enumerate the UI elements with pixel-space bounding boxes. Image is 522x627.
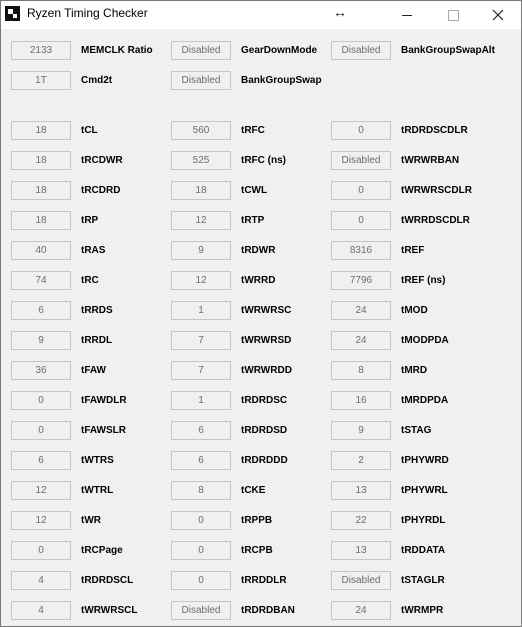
trc-label: tRC <box>81 275 99 286</box>
trppb-label: tRPPB <box>241 515 273 526</box>
tcwl-label: tCWL <box>241 185 268 196</box>
trdwr-label: tRDWR <box>241 245 276 256</box>
trrdl-label: tRRDL <box>81 335 113 346</box>
bankgroupswap-value-field[interactable]: Disabled <box>171 71 231 90</box>
tcke-label: tCKE <box>241 485 266 496</box>
trdrdsd-label: tRDRDSD <box>241 425 288 436</box>
tstag-value-field[interactable]: 9 <box>331 421 391 440</box>
memclk-ratio-value-field[interactable]: 2133 <box>11 41 71 60</box>
tmod-label: tMOD <box>401 305 428 316</box>
tphywrl-label: tPHYWRL <box>401 485 448 496</box>
trdrdscl-value-field[interactable]: 4 <box>11 571 71 590</box>
tcwl-value-field[interactable]: 18 <box>171 181 231 200</box>
twrwrsc-label: tWRWRSC <box>241 305 292 316</box>
tphywrd-label: tPHYWRD <box>401 455 449 466</box>
tfawslr-value-field[interactable]: 0 <box>11 421 71 440</box>
tmod-value-field[interactable]: 24 <box>331 301 391 320</box>
trcpage-value-field[interactable]: 0 <box>11 541 71 560</box>
tmrd-label: tMRD <box>401 365 428 376</box>
trfc-ns-value-field[interactable]: 525 <box>171 151 231 170</box>
trtp-value-field[interactable]: 12 <box>171 211 231 230</box>
trcdwr-value-field[interactable]: 18 <box>11 151 71 170</box>
trdrdban-value-field[interactable]: Disabled <box>171 601 231 620</box>
tref-label: tREF <box>401 245 425 256</box>
tstaglr-value-field[interactable]: Disabled <box>331 571 391 590</box>
twrrd-label: tWRRD <box>241 275 276 286</box>
trcpage-label: tRCPage <box>81 545 123 556</box>
tras-value-field[interactable]: 40 <box>11 241 71 260</box>
trrddlr-value-field[interactable]: 0 <box>171 571 231 590</box>
tcl-label: tCL <box>81 125 98 136</box>
cmd2t-value-field[interactable]: 1T <box>11 71 71 90</box>
trrds-value-field[interactable]: 6 <box>11 301 71 320</box>
trdwr-value-field[interactable]: 9 <box>171 241 231 260</box>
window-title: Ryzen Timing Checker <box>27 6 148 20</box>
trcdrd-value-field[interactable]: 18 <box>11 181 71 200</box>
twr-label: tWR <box>81 515 101 526</box>
minimize-button[interactable] <box>384 1 430 29</box>
trcdrd-label: tRCDRD <box>81 185 121 196</box>
twrrdscdlr-label: tWRRDSCDLR <box>401 215 470 226</box>
twrmpr-value-field[interactable]: 24 <box>331 601 391 620</box>
bankgroupswapalt-value-field[interactable]: Disabled <box>331 41 391 60</box>
tphywrl-value-field[interactable]: 13 <box>331 481 391 500</box>
tphyrdl-value-field[interactable]: 22 <box>331 511 391 530</box>
tref-value-field[interactable]: 8316 <box>331 241 391 260</box>
tphyrdl-label: tPHYRDL <box>401 515 446 526</box>
twrmpr-label: tWRMPR <box>401 605 444 616</box>
trfc-value-field[interactable]: 560 <box>171 121 231 140</box>
geardownmode-label: GearDownMode <box>241 45 318 56</box>
twrwrban-label: tWRWRBAN <box>401 155 460 166</box>
tphywrd-value-field[interactable]: 2 <box>331 451 391 470</box>
trdrdscdlr-value-field[interactable]: 0 <box>331 121 391 140</box>
trddata-label: tRDDATA <box>401 545 446 556</box>
tcke-value-field[interactable]: 8 <box>171 481 231 500</box>
timings-panel <box>1 29 521 626</box>
twrwrdd-value-field[interactable]: 7 <box>171 361 231 380</box>
bankgroupswapalt-label: BankGroupSwapAlt <box>401 45 495 56</box>
trdrdsc-label: tRDRDSC <box>241 395 288 406</box>
tfawdlr-value-field[interactable]: 0 <box>11 391 71 410</box>
twrwrsd-label: tWRWRSD <box>241 335 292 346</box>
twrwrscl-label: tWRWRSCL <box>81 605 138 616</box>
tmodpda-label: tMODPDA <box>401 335 449 346</box>
bankgroupswap-label: BankGroupSwap <box>241 75 322 86</box>
maximize-icon <box>448 10 459 21</box>
geardownmode-value-field[interactable]: Disabled <box>171 41 231 60</box>
trrddlr-label: tRRDDLR <box>241 575 287 586</box>
trrdl-value-field[interactable]: 9 <box>11 331 71 350</box>
close-icon <box>492 9 504 21</box>
twrwrscl-value-field[interactable]: 4 <box>11 601 71 620</box>
trddata-value-field[interactable]: 13 <box>331 541 391 560</box>
tfawslr-label: tFAWSLR <box>81 425 126 436</box>
minimize-icon <box>402 15 412 16</box>
trdrdscl-label: tRDRDSCL <box>81 575 134 586</box>
resize-arrows-icon: ↔ <box>333 4 347 20</box>
maximize-button[interactable] <box>430 1 476 29</box>
trc-value-field[interactable]: 74 <box>11 271 71 290</box>
tstaglr-label: tSTAGLR <box>401 575 445 586</box>
trdrdban-label: tRDRDBAN <box>241 605 295 616</box>
twtrs-label: tWTRS <box>81 455 114 466</box>
trfc-label: tRFC <box>241 125 265 136</box>
tfaw-label: tFAW <box>81 365 106 376</box>
twr-value-field[interactable]: 12 <box>11 511 71 530</box>
twrwrscdlr-value-field[interactable]: 0 <box>331 181 391 200</box>
tmrdpda-label: tMRDPDA <box>401 395 449 406</box>
tfaw-value-field[interactable]: 36 <box>11 361 71 380</box>
tcl-value-field[interactable]: 18 <box>11 121 71 140</box>
twrwrban-value-field[interactable]: Disabled <box>331 151 391 170</box>
tfawdlr-label: tFAWDLR <box>81 395 127 406</box>
title-bar[interactable] <box>1 1 521 29</box>
tmodpda-value-field[interactable]: 24 <box>331 331 391 350</box>
trcdwr-label: tRCDWR <box>81 155 123 166</box>
trdrdsc-value-field[interactable]: 1 <box>171 391 231 410</box>
tmrdpda-value-field[interactable]: 16 <box>331 391 391 410</box>
cmd2t-label: Cmd2t <box>81 75 113 86</box>
twtrs-value-field[interactable]: 6 <box>11 451 71 470</box>
tref-ns-label: tREF (ns) <box>401 275 446 286</box>
twrwrsc-value-field[interactable]: 1 <box>171 301 231 320</box>
trdrddd-label: tRDRDDD <box>241 455 288 466</box>
close-button[interactable] <box>475 1 521 29</box>
tref-ns-value-field[interactable]: 7796 <box>331 271 391 290</box>
trppb-value-field[interactable]: 0 <box>171 511 231 530</box>
trcpb-label: tRCPB <box>241 545 273 556</box>
twrrd-value-field[interactable]: 12 <box>171 271 231 290</box>
tras-label: tRAS <box>81 245 106 256</box>
tmrd-value-field[interactable]: 8 <box>331 361 391 380</box>
trp-label: tRP <box>81 215 99 226</box>
trp-value-field[interactable]: 18 <box>11 211 71 230</box>
twrwrsd-value-field[interactable]: 7 <box>171 331 231 350</box>
memclk-ratio-label: MEMCLK Ratio <box>81 45 153 56</box>
trtp-label: tRTP <box>241 215 265 226</box>
twtrl-label: tWTRL <box>81 485 114 496</box>
twrwrdd-label: tWRWRDD <box>241 365 292 376</box>
trdrdsd-value-field[interactable]: 6 <box>171 421 231 440</box>
trrds-label: tRRDS <box>81 305 113 316</box>
twrwrscdlr-label: tWRWRSCDLR <box>401 185 472 196</box>
trdrdscdlr-label: tRDRDSCDLR <box>401 125 468 136</box>
app-icon <box>5 6 20 21</box>
trdrddd-value-field[interactable]: 6 <box>171 451 231 470</box>
trfc-ns-label: tRFC (ns) <box>241 155 286 166</box>
trcpb-value-field[interactable]: 0 <box>171 541 231 560</box>
tstag-label: tSTAG <box>401 425 432 436</box>
twtrl-value-field[interactable]: 12 <box>11 481 71 500</box>
twrrdscdlr-value-field[interactable]: 0 <box>331 211 391 230</box>
